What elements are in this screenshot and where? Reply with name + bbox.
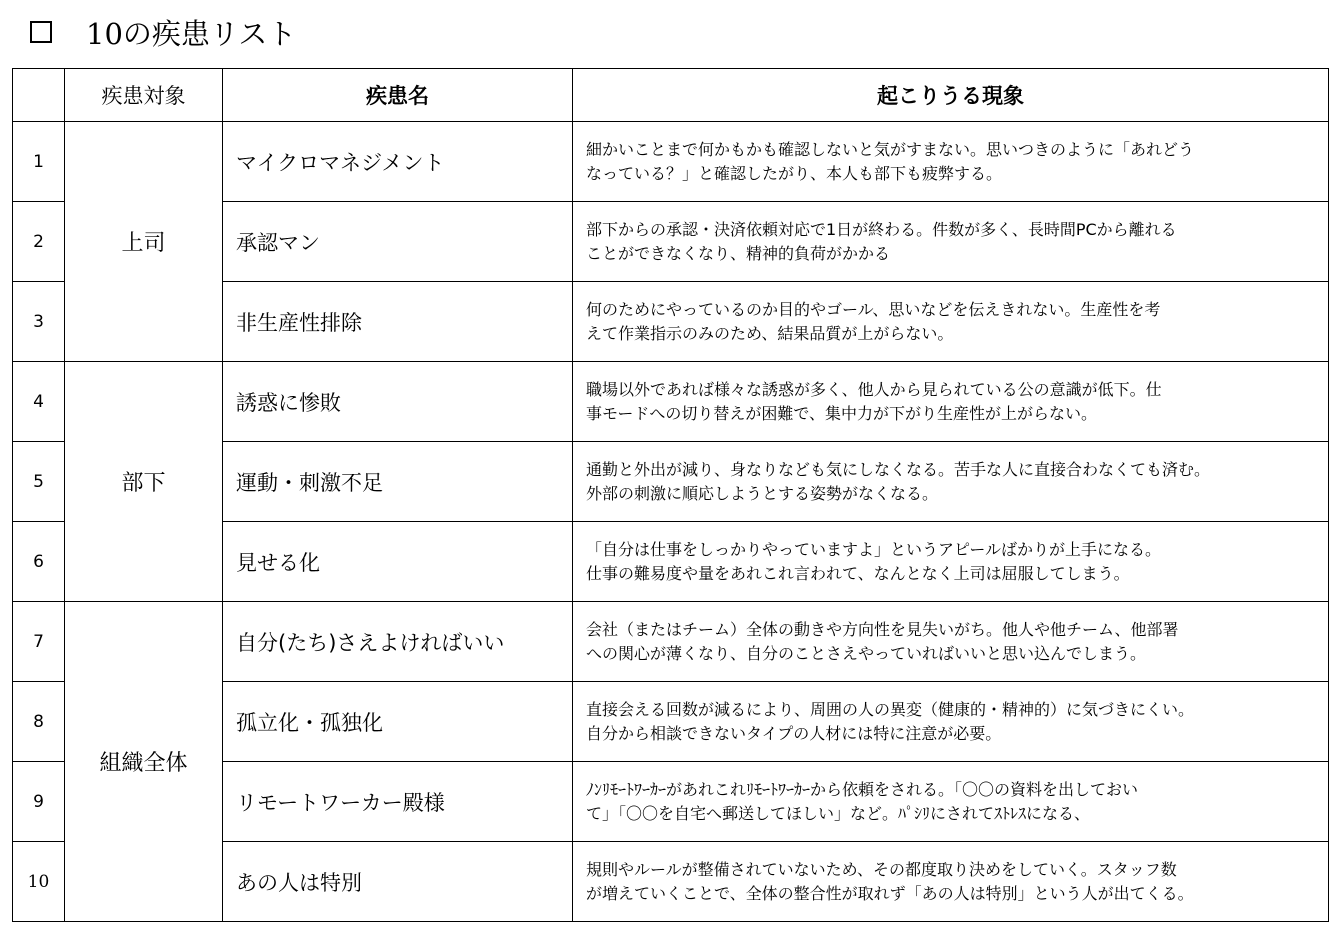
table-row	[13, 122, 1329, 202]
disease-table	[12, 68, 1329, 922]
description-line: 会社（またはチーム）全体の動きや方向性を見失いがち。他人や他チーム、他部署	[586, 619, 1179, 639]
description-line: 直接会える回数が減るにより、周囲の人の異変（健康的・精神的）に気づきにくい。	[586, 699, 1195, 719]
row-number: 3	[13, 282, 65, 362]
row-number: 4	[13, 362, 65, 442]
description-line: なっている？」と確認したがり、本人も部下も疲弊する。	[586, 163, 1003, 183]
row-number: 6	[13, 522, 65, 602]
document-title	[30, 10, 296, 54]
disease-description	[573, 202, 1329, 282]
description-line: 通勤と外出が減り、身なりなども気にしなくなる。苦手な人に直接合わなくても済む。	[586, 459, 1211, 479]
checkbox-square-icon	[30, 21, 52, 43]
disease-name: リモートワーカー殿様	[223, 762, 573, 842]
disease-description	[573, 522, 1329, 602]
disease-name: 自分(たち)さえよければいい	[223, 602, 573, 682]
description-line: が増えていくことで、全体の整合性が取れず「あの人は特別」という人が出てくる。	[586, 883, 1194, 903]
description-line: 外部の刺激に順応しようとする姿勢がなくなる。	[586, 483, 939, 503]
description-line: 細かいことまで何かもかも確認しないと気がすまない。思いつきのように「あれどう	[586, 139, 1195, 159]
group-label-organization: 組織全体	[65, 602, 223, 922]
disease-description	[573, 842, 1329, 922]
description-line: ﾉﾝﾘﾓｰﾄﾜｰｶｰがあれこれﾘﾓｰﾄﾜｰｶｰから依頼をされる。「〇〇の資料を出しておい	[586, 779, 1139, 799]
row-number: 9	[13, 762, 65, 842]
description-line: えて作業指示のみのため、結果品質が上がらない。	[586, 323, 954, 343]
row-number: 5	[13, 442, 65, 522]
disease-description	[573, 602, 1329, 682]
disease-name: 非生産性排除	[223, 282, 573, 362]
description-line: 「自分は仕事をしっかりやっていますよ」というアピールばかりが上手になる。	[586, 539, 1162, 559]
row-number: 8	[13, 682, 65, 762]
table-row	[13, 362, 1329, 442]
header-name: 疾患名	[223, 69, 573, 122]
disease-description	[573, 282, 1329, 362]
disease-description	[573, 762, 1329, 842]
disease-name: 孤立化・孤独化	[223, 682, 573, 762]
table-row	[13, 602, 1329, 682]
description-line: 何のためにやっているのか目的やゴール、思いなどを伝えきれない。生産性を考	[586, 299, 1161, 319]
header-phenomenon: 起こりうる現象	[573, 69, 1329, 122]
disease-description	[573, 682, 1329, 762]
group-label-boss: 上司	[65, 122, 223, 362]
description-line: 仕事の難易度や量をあれこれ言われて、なんとなく上司は屈服してしまう。	[586, 563, 1130, 583]
description-line: て」「〇〇を自宅へ郵送してほしい」など。ﾊﾟｼﾘにされてｽﾄﾚｽになる、	[586, 803, 1091, 823]
disease-name: 誘惑に惨敗	[223, 362, 573, 442]
disease-name: 運動・刺激不足	[223, 442, 573, 522]
description-line: 自分から相談できないタイプの人材には特に注意が必要。	[586, 723, 1002, 743]
description-line: 部下からの承認・決済依頼対応で1日が終わる。件数が多く、長時間PCから離れる	[586, 219, 1177, 239]
disease-name: 見せる化	[223, 522, 573, 602]
row-number: 1	[13, 122, 65, 202]
row-number: 7	[13, 602, 65, 682]
group-label-subordinate: 部下	[65, 362, 223, 602]
description-line: ことができなくなり、精神的負荷がかかる	[586, 243, 891, 263]
header-row	[13, 69, 1329, 122]
row-number: 2	[13, 202, 65, 282]
header-number	[13, 69, 65, 122]
title-text: 10の疾患リスト	[86, 16, 297, 51]
row-number: 10	[13, 842, 65, 922]
disease-name: あの人は特別	[223, 842, 573, 922]
disease-description	[573, 362, 1329, 442]
disease-description	[573, 442, 1329, 522]
description-line: 職場以外であれば様々な誘惑が多く、他人から見られている公の意識が低下。仕	[586, 379, 1162, 399]
description-line: 事モードへの切り替えが困難で、集中力が下がり生産性が上がらない。	[586, 403, 1098, 423]
description-line: 規則やルールが整備されていないため、その都度取り決めをしていく。スタッフ数	[586, 859, 1177, 879]
disease-name: マイクロマネジメント	[223, 122, 573, 202]
disease-name: 承認マン	[223, 202, 573, 282]
description-line: への関心が薄くなり、自分のことさえやっていればいいと思い込んでしまう。	[586, 643, 1147, 663]
header-target: 疾患対象	[65, 69, 223, 122]
disease-description	[573, 122, 1329, 202]
